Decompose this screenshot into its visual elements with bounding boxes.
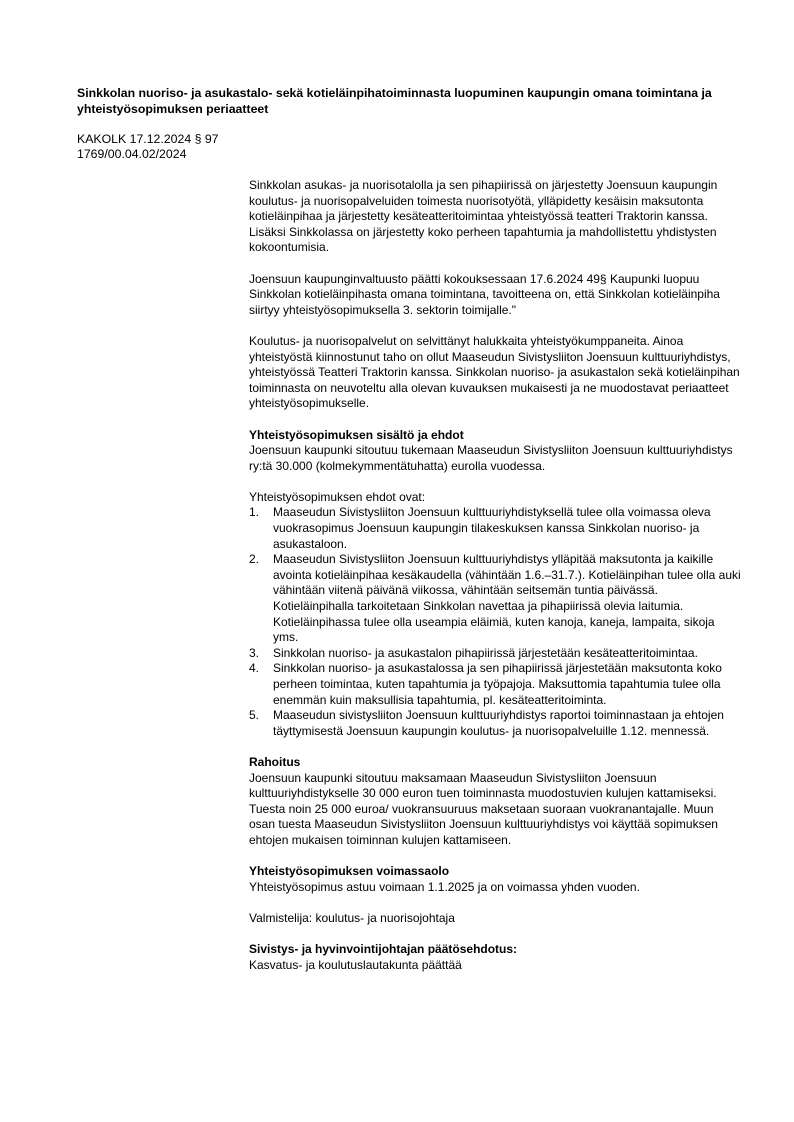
decision-line: Kasvatus- ja koulutuslautakunta päättää [249,957,462,972]
terms-item-text: Maaseudun Sivistysliiton Joensuun kulttuuriyhdistyksellä tulee olla voimassa oleva vuokrasopimus Joensuun kaupungin tilakeskuksen kanssa Sinkkolan nuoriso- ja asukastaloon. [273,505,711,551]
proposal-heading: Sivistys- ja hyvinvointijohtajan päätösehdotus: [249,942,518,957]
intro-paragraph: Sinkkolan asukas- ja nuorisotalolla ja sen pihapiirissä on järjestetty Joensuun kaupungin koulutus- ja nuorisopalveluiden toimesta nuorisotyötä, ylläpidetty kesäisin maksutonta kotieläinpihaa ja järjestetty kesäteatteritoimintaa yhteistyössä teatteri Traktorin kanssa. Lisäksi Sinkkolassa on järjestetty koko perheen tapahtumia ja mahdollistettu yhdistysten kokoontumisia. [249,178,718,255]
funding-commitment-paragraph: Joensuun kaupunki sitoutuu tukemaan Maaseudun Sivistysliiton Joensuun kulttuuriyhdistys ry:tä 30.000 (kolmekymmentätuhatta) eurolla vuodessa. [249,443,733,473]
meeting-reference-line: KAKOLK 17.12.2024 § 97 [77,132,219,146]
terms-intro: Yhteistyösopimuksen ehdot ovat: [249,489,426,504]
meeting-reference [77,132,219,162]
terms-item-number: 5. [249,708,260,723]
record-number: 1769/00.04.02/2024 [77,147,187,161]
terms-item-number: 3. [249,645,260,660]
terms-list [249,505,741,739]
document-title: Sinkkolan nuoriso- ja asukastalo- sekä kotieläinpihatoiminnasta luopuminen kaupungin omana toimintana ja yhteistyösopimuksen periaatteet [77,86,712,116]
council-decision-paragraph: Joensuun kaupunginvaltuusto päätti kokouksessaan 17.6.2024 49§ Kaupunki luopuu Sinkkolan kotieläinpihasta omana toimintana, tavoitteena on, että Sinkkolan kotieläinpiha siirtyy yhteistyösopimuksella 3. sektorin toimijalle." [249,271,720,317]
funding-paragraph: Joensuun kaupunki sitoutuu maksamaan Maaseudun Sivistysliiton Joensuun kulttuuriyhdistykselle 30 000 euron tuen toiminnasta muodostuvien kulujen kattamiseksi. Tuesta noin 25 000 euroa/ vuokransuuruus maksetaan suoraan vuokranantajalle. Muun osan tuesta Maaseudun Sivistysliiton Joensuun kulttuuriyhdistys voi käyttää sopimuksen ehtojen mukaisen toiminnan kulujen kattamiseen. [249,770,718,847]
terms-item-text: Maaseudun sivistysliiton Joensuun kulttuuriyhdistys raportoi toiminnastaan ja ehtojen täyttymisestä Joensuun kaupungin koulutus- ja nuorisopalveluille 1.12. mennessä. [273,708,724,738]
terms-list-item [249,505,741,552]
terms-list-item [249,646,741,662]
terms-item-number: 2. [249,552,260,567]
document-body [249,178,741,973]
terms-item-number: 4. [249,661,260,676]
preparer-line: Valmistelija: koulutus- ja nuorisojohtaja [249,910,455,925]
terms-item-text: Maaseudun Sivistysliiton Joensuun kulttuuriyhdistys ylläpitää maksutonta ja kaikille avointa kotieläinpihaa kesäkaudella (vähintään 1.6.–31.7.). Kotieläinpihan tulee olla auki vähintään viitenä päivänä viikossa, vähintään seitsemän tuntia päivässä. Kotieläinpihalla tarkoitetaan Sinkkolan navettaa ja pihapiirissä olevia laitumia. Kotieläinpihassa tulee olla useampia eläimiä, kuten kanoja, kaneja, lampaita, sikoja yms. [273,552,741,645]
terms-list-item [249,708,741,739]
funding-heading: Rahoitus [249,754,301,769]
terms-item-text: Sinkkolan nuoriso- ja asukastalossa ja sen pihapiirissä järjestetään maksutonta koko perheen toimintaa, kuten tapahtumia ja työpajoja. Maksuttomia tapahtumia tulee olla enemmän kuin maksullisia tapahtumia, pl. kesäteatteritoiminta. [273,661,722,707]
terms-item-text: Sinkkolan nuoriso- ja asukastalon pihapiirissä järjestetään kesäteatteritoimintaa. [273,645,698,660]
validity-paragraph: Yhteistyösopimus astuu voimaan 1.1.2025 ja on voimassa yhden vuoden. [249,879,640,894]
agreement-contents-heading: Yhteistyösopimuksen sisältö ja ehdot [249,427,464,442]
partner-search-paragraph: Koulutus- ja nuorisopalvelut on selvittänyt halukkaita yhteistyökumppaneita. Ainoa yhteistyöstä kiinnostunut taho on ollut Maaseudun Sivistysliiton Joensuun kulttuuriyhdistys, yhteistyössä Teatteri Traktorin kanssa. Sinkkolan nuoriso- ja asukastalon sekä kotieläinpihan toiminnasta on neuvoteltu alla olevan kuvauksen mukaisesti ja ne muodostavat periaatteet yhteistyösopimukselle. [249,333,740,411]
terms-list-item [249,552,741,646]
terms-list-item [249,661,741,708]
validity-heading: Yhteistyösopimuksen voimassaolo [249,864,450,879]
terms-item-number: 1. [249,505,260,520]
